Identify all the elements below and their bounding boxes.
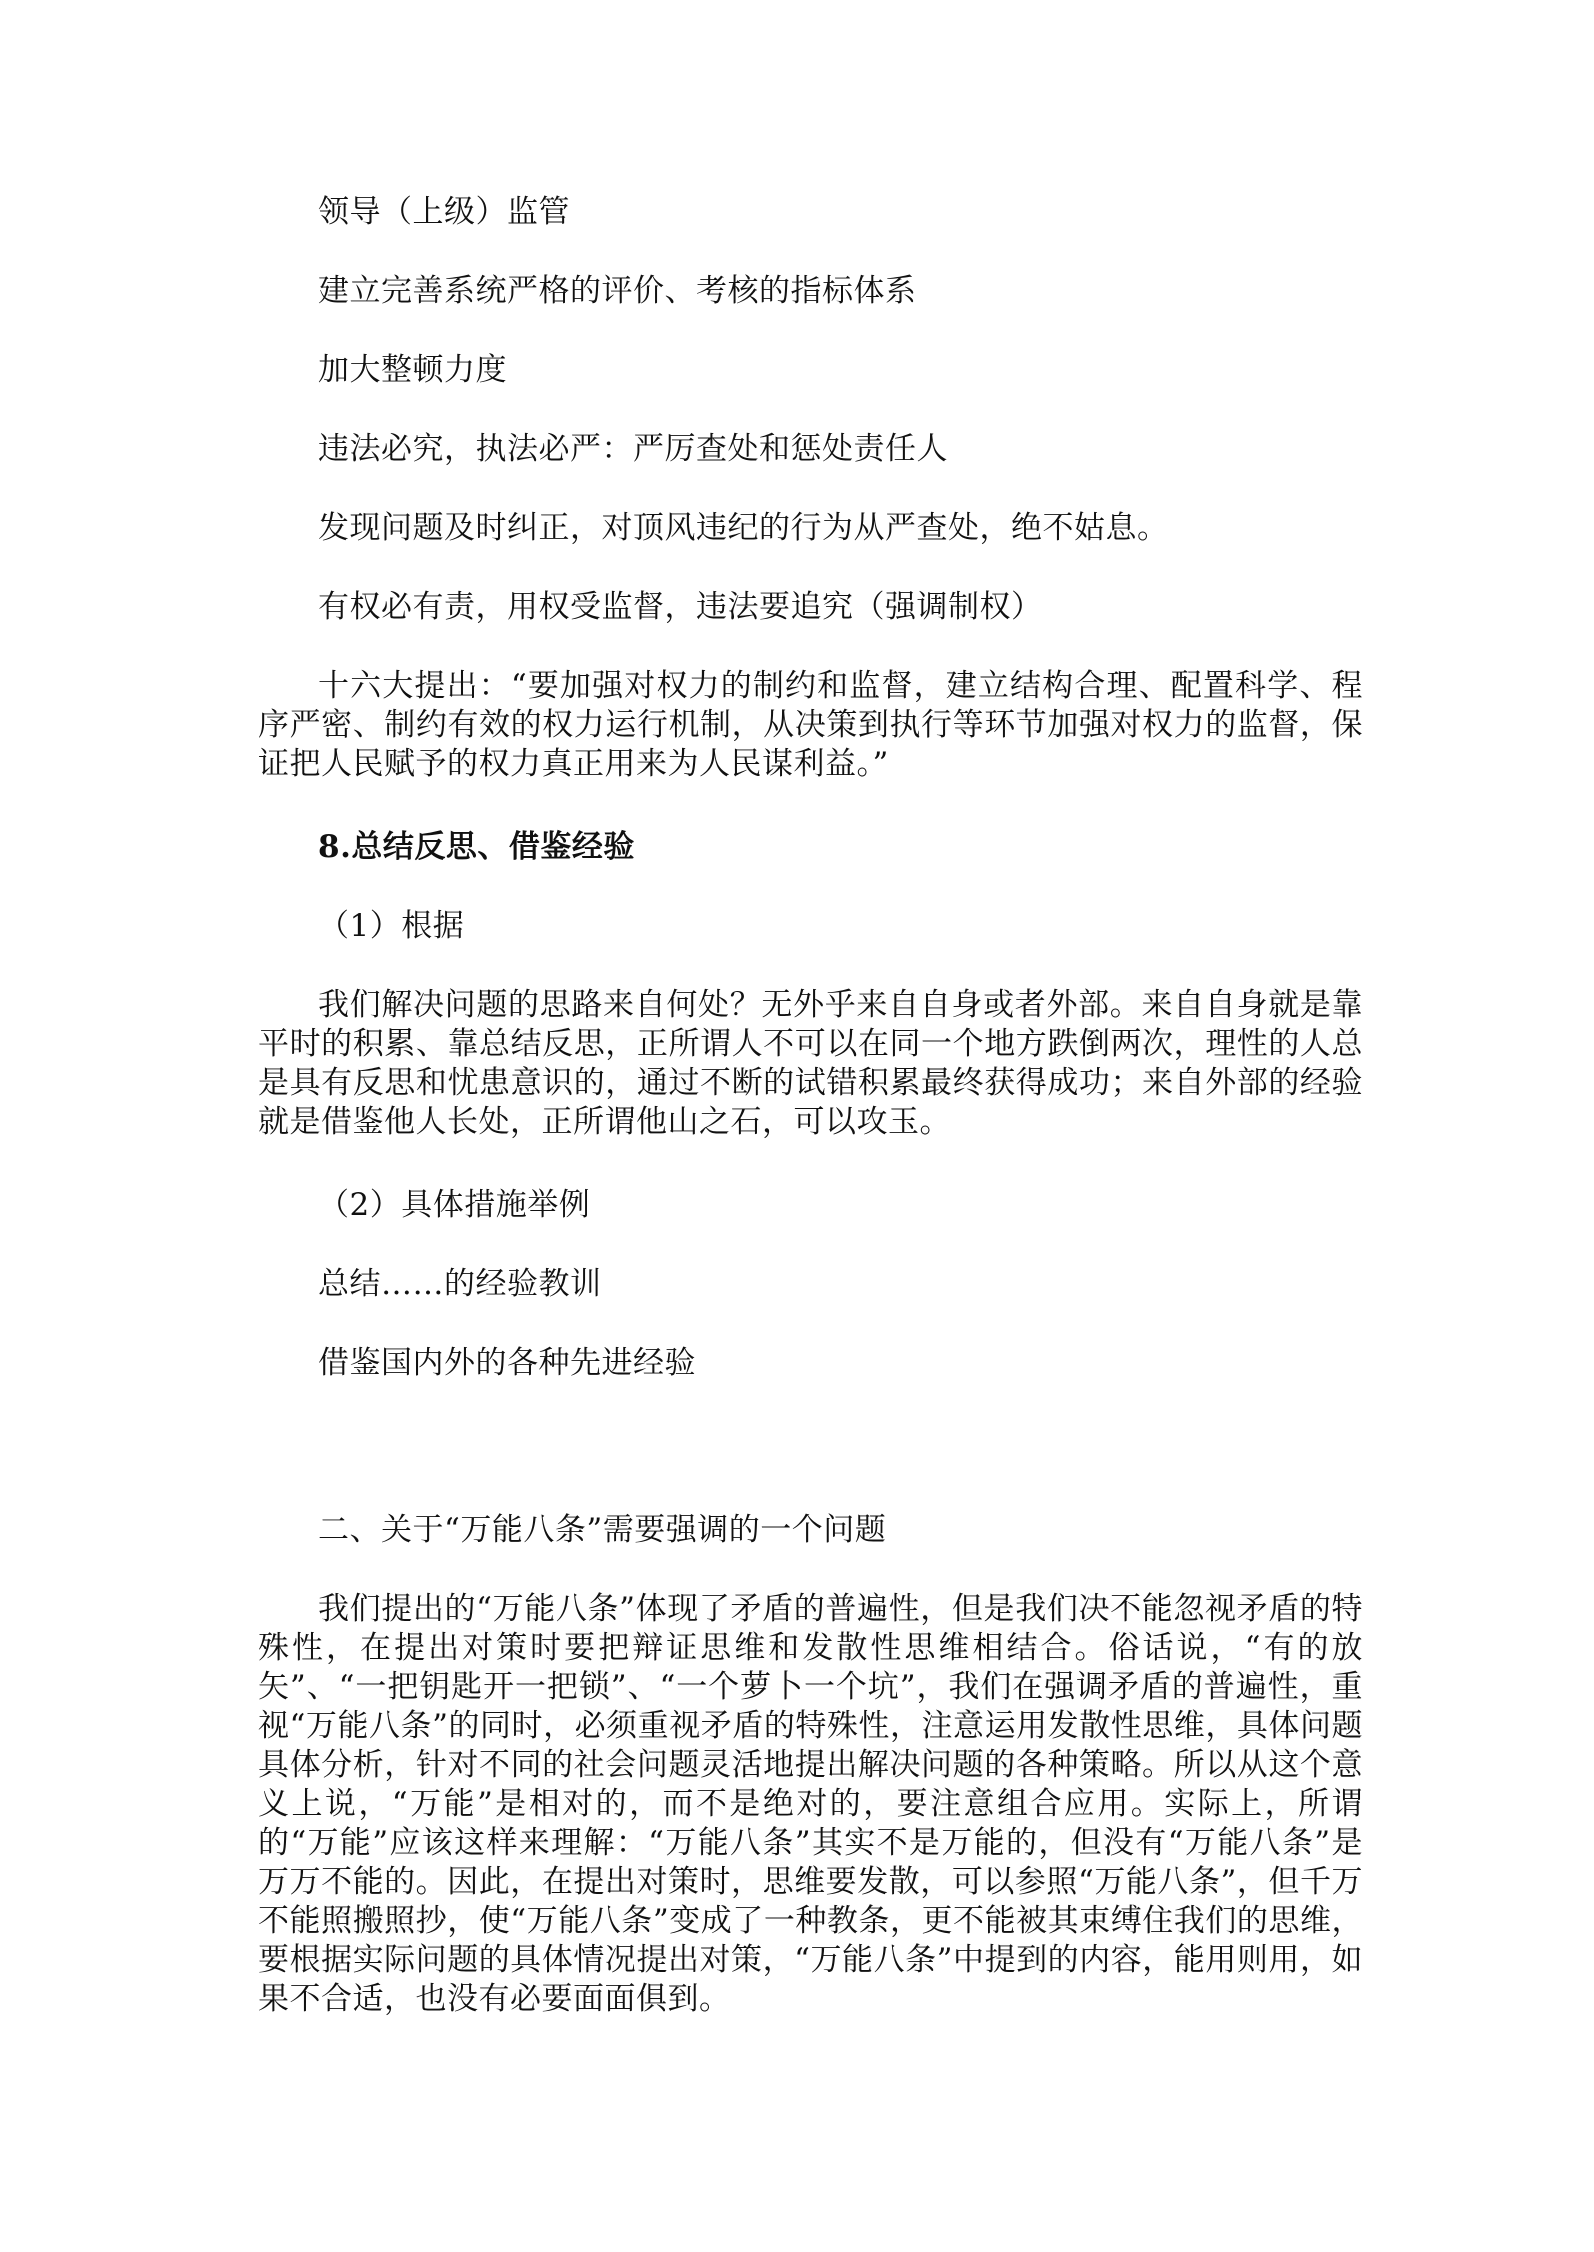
paragraph-leader-supervision: 领导（上级）监管: [318, 194, 570, 230]
subheading-measures-examples: （2）具体措施举例: [318, 1187, 591, 1223]
section-heading-2: 二、关于“万能八条”需要强调的一个问题: [318, 1512, 887, 1548]
subheading-basis: （1）根据: [318, 908, 465, 944]
paragraph-law-enforcement: 违法必究，执法必严：严厉查处和惩处责任人: [318, 431, 948, 467]
paragraph-correct-problems: 发现问题及时纠正，对顶风违纪的行为从严查处，绝不姑息。: [318, 510, 1169, 546]
paragraph-power-accountability: 有权必有责，用权受监督，违法要追究（强调制权）: [318, 589, 1043, 625]
paragraph-16th-congress-quote: 十六大提出：“要加强对权力的制约和监督，建立结构合理、配置科学、程序严密、制约有效的权力运行机制，从决策到执行等环节加强对权力的监督，保证把人民赋予的权力真正用来为人民谋利益。”: [258, 668, 1363, 782]
paragraph-ideas-source: 我们解决问题的思路来自何处？无外乎来自自身或者外部。来自自身就是靠平时的积累、靠总结反思，正所谓人不可以在同一个地方跌倒两次，理性的人总是具有反思和忧患意识的，通过不断的试错积累最终获得成功；来自外部的经验就是借鉴他人长处，正所谓他山之石，可以攻玉。: [258, 987, 1363, 1140]
paragraph-evaluation-system: 建立完善系统严格的评价、考核的指标体系: [318, 273, 917, 309]
paragraph-summarize-lessons: 总结……的经验教训: [318, 1266, 602, 1302]
section-heading-8: 8.总结反思、借鉴经验: [318, 829, 635, 865]
paragraph-universal-eight: 我们提出的“万能八条”体现了矛盾的普遍性，但是我们决不能忽视矛盾的特殊性，在提出对策时要把辩证思维和发散性思维相结合。俗话说，“有的放矢”、“一把钥匙开一把锁”、“一个萝卜一个坑”，我们在强调矛盾的普遍性，重视“万能八条”的同时，必须重视矛盾的特殊性，注意运用发散性思维，具体问题具体分析，针对不同的社会问题灵活地提出解决问题的各种策略。所以从这个意义上说，“万能”是相对的，而不是绝对的，要注意组合应用。实际上，所谓的“万能”应该这样来理解：“万能八条”其实不是万能的，但没有“万能八条”是万万不能的。因此，在提出对策时，思维要发散，可以参照“万能八条”，但千万不能照搬照抄，使“万能八条”变成了一种教条，更不能被其束缚住我们的思维，要根据实际问题的具体情况提出对策，“万能八条”中提到的内容，能用则用，如果不合适，也没有必要面面俱到。: [258, 1591, 1363, 2017]
paragraph-rectification: 加大整顿力度: [318, 352, 507, 388]
document-body: [258, 193, 1363, 2019]
paragraph-learn-experience: 借鉴国内外的各种先进经验: [318, 1345, 696, 1381]
